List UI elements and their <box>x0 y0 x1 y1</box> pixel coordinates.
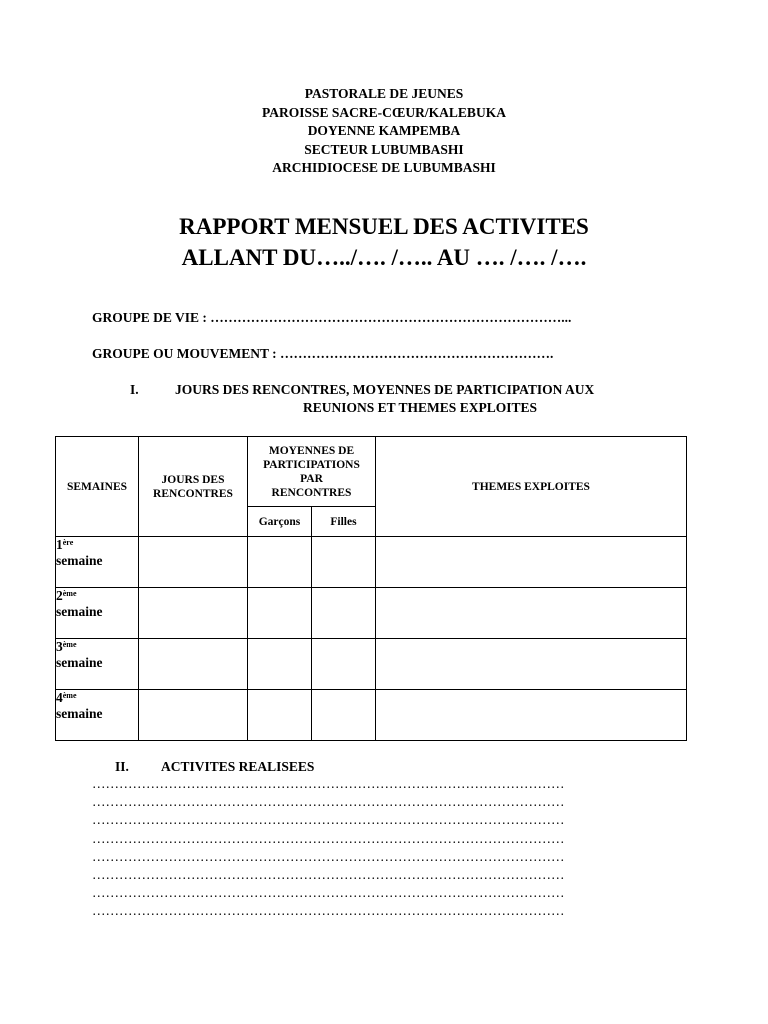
garcons-cell[interactable] <box>248 690 312 741</box>
week-number: 2 <box>56 588 63 603</box>
week-label-cell <box>56 588 139 639</box>
moyennes-header-line4: RENCONTRES <box>271 486 352 499</box>
dotted-line: …………………………………………………………………………………………… <box>92 903 565 919</box>
filles-cell[interactable] <box>312 537 376 588</box>
week-word: semaine <box>56 706 103 721</box>
dotted-line: …………………………………………………………………………………………… <box>92 830 565 846</box>
week-ordinal-suffix: ème <box>62 589 77 598</box>
header-line-doyenne: DOYENNE KAMPEMBA <box>307 123 461 138</box>
table-row <box>56 639 687 690</box>
jours-cell[interactable] <box>139 588 248 639</box>
header-line-pastorale: PASTORALE DE JEUNES <box>304 86 464 101</box>
title-line-period: ALLANT DU…../…. /….. AU …. /…. /…. <box>181 245 587 270</box>
dotted-line: …………………………………………………………………………………………… <box>92 794 565 810</box>
themes-cell[interactable] <box>376 690 687 741</box>
groupe-de-vie-field: GROUPE DE VIE : ……………………………………………………………………... <box>92 310 572 325</box>
themes-cell[interactable] <box>376 588 687 639</box>
weekly-report-table <box>55 436 687 741</box>
section-one-number: I. <box>130 382 139 397</box>
week-number: 4 <box>56 690 63 705</box>
dotted-line: …………………………………………………………………………………………… <box>92 885 565 901</box>
section-two-title: ACTIVITES REALISEES <box>161 759 315 774</box>
activites-realisees-lines <box>92 775 692 921</box>
document-title <box>0 211 768 273</box>
title-line-rapport: RAPPORT MENSUEL DES ACTIVITES <box>179 214 589 239</box>
jours-header-line1: JOURS DES <box>161 473 225 486</box>
jours-cell[interactable] <box>139 690 248 741</box>
document-header <box>0 85 768 178</box>
jours-cell[interactable] <box>139 639 248 690</box>
table-row <box>56 690 687 741</box>
section-one-title-line1: JOURS DES RENCONTRES, MOYENNES DE PARTICIPATION AUX <box>175 382 595 397</box>
week-ordinal-suffix: ère <box>62 538 74 547</box>
jours-header-line2: RENCONTRES <box>153 487 233 500</box>
garcons-cell[interactable] <box>248 639 312 690</box>
week-word: semaine <box>56 553 103 568</box>
header-line-secteur: SECTEUR LUBUMBASHI <box>304 141 464 157</box>
week-ordinal-suffix: ème <box>62 640 77 649</box>
filles-cell[interactable] <box>312 690 376 741</box>
themes-cell[interactable] <box>376 537 687 588</box>
dotted-line: …………………………………………………………………………………………… <box>92 812 565 828</box>
section-one-title <box>175 381 665 417</box>
jours-header <box>139 437 248 537</box>
semaines-header: SEMAINES <box>56 437 139 537</box>
week-label-cell <box>56 537 139 588</box>
moyennes-header-line2: PARTICIPATIONS <box>263 458 360 471</box>
garcons-cell[interactable] <box>248 537 312 588</box>
moyennes-header <box>248 437 376 507</box>
section-one-title-line2: REUNIONS ET THEMES EXPLOITES <box>303 400 537 415</box>
filles-cell[interactable] <box>312 639 376 690</box>
week-number: 3 <box>56 639 63 654</box>
week-number: 1 <box>56 537 63 552</box>
filles-cell[interactable] <box>312 588 376 639</box>
jours-cell[interactable] <box>139 537 248 588</box>
themes-header: THEMES EXPLOITES <box>376 437 687 537</box>
dotted-line: …………………………………………………………………………………………… <box>92 867 565 883</box>
table-header-row <box>56 437 687 507</box>
garcons-header: Garçons <box>248 507 312 537</box>
header-line-paroisse: PAROISSE SACRE-CŒUR/KALEBUKA <box>262 104 506 120</box>
week-label-cell <box>56 639 139 690</box>
filles-header: Filles <box>312 507 376 537</box>
table-row <box>56 588 687 639</box>
themes-cell[interactable] <box>376 639 687 690</box>
week-word: semaine <box>56 655 103 670</box>
groupe-ou-mouvement-field: GROUPE OU MOUVEMENT : ……………………………………………………. <box>92 346 554 361</box>
header-line-archidiocese: ARCHIDIOCESE DE LUBUMBASHI <box>272 160 496 175</box>
dotted-line: …………………………………………………………………………………………… <box>92 848 565 864</box>
week-word: semaine <box>56 604 103 619</box>
section-two-number: II. <box>115 759 129 774</box>
dotted-line: …………………………………………………………………………………………… <box>92 776 565 791</box>
week-ordinal-suffix: ème <box>62 691 77 700</box>
garcons-cell[interactable] <box>248 588 312 639</box>
moyennes-header-line3: PAR <box>300 472 323 485</box>
week-label-cell <box>56 690 139 741</box>
moyennes-header-line1: MOYENNES DE <box>268 444 355 457</box>
table-row <box>56 537 687 588</box>
